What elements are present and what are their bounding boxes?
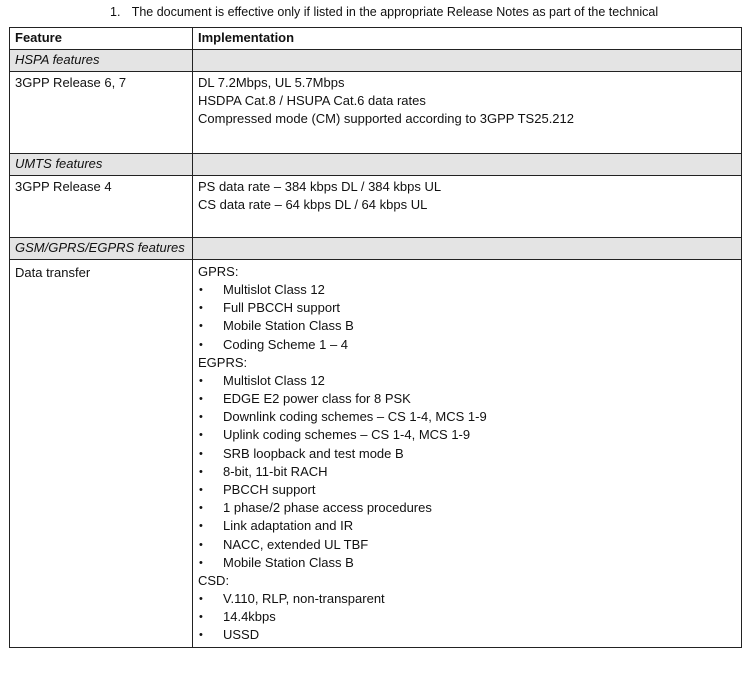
list-item: • Mobile Station Class B [198, 317, 736, 335]
impl-line: PS data rate – 384 kbps DL / 384 kbps UL [198, 179, 442, 194]
list-item: • SRB loopback and test mode B [198, 445, 736, 463]
implementation-cell [193, 260, 742, 648]
impl-line: DL 7.2Mbps, UL 5.7Mbps [198, 75, 345, 90]
csd-list [198, 590, 736, 645]
list-item: • USSD [198, 626, 736, 644]
csd-title: CSD: [198, 573, 230, 589]
section-hspa-label: HSPA features [10, 50, 193, 72]
list-item: • Multislot Class 12 [198, 281, 736, 299]
table-row [10, 176, 742, 238]
header-feature: Feature [10, 28, 193, 50]
impl-line: HSDPA Cat.8 / HSUPA Cat.6 data rates [198, 93, 426, 108]
impl-line: CS data rate – 64 kbps DL / 64 kbps UL [198, 197, 428, 212]
gprs-list [198, 281, 736, 354]
list-item: • Multislot Class 12 [198, 372, 736, 390]
egprs-title: EGPRS: [198, 354, 248, 370]
impl-line: Compressed mode (CM) supported according to 3GPP TS25.212 [198, 111, 574, 126]
list-item: • Mobile Station Class B [198, 554, 736, 572]
list-item: • EDGE E2 power class for 8 PSK [198, 390, 736, 408]
list-item: • 14.4kbps [198, 608, 736, 626]
list-item: • PBCCH support [198, 481, 736, 499]
list-item: • Coding Scheme 1 – 4 [198, 336, 736, 354]
footnote [110, 5, 658, 19]
implementation-cell [193, 176, 742, 238]
gprs-title: GPRS: [198, 264, 239, 279]
header-implementation: Implementation [193, 28, 742, 50]
egprs-list [198, 372, 736, 572]
feature-cell: 3GPP Release 6, 7 [10, 72, 193, 154]
list-item: • Full PBCCH support [198, 299, 736, 317]
feature-table [9, 27, 742, 648]
table-row [10, 72, 742, 154]
section-umts [10, 154, 742, 176]
table-row [10, 260, 742, 648]
feature-cell: 3GPP Release 4 [10, 176, 193, 238]
list-item: • Uplink coding schemes – CS 1-4, MCS 1-9 [198, 426, 736, 444]
section-umts-label: UMTS features [10, 154, 193, 176]
footnote-text: The document is effective only if listed in the appropriate Release Notes as part of the technical [131, 5, 659, 19]
section-hspa [10, 50, 742, 72]
feature-cell: Data transfer [10, 260, 193, 648]
list-item: • 8-bit, 11-bit RACH [198, 463, 736, 481]
list-item: • Link adaptation and IR [198, 517, 736, 535]
table-header-row [10, 28, 742, 50]
section-gsm-label: GSM/GPRS/EGPRS features [10, 238, 193, 260]
footnote-number: 1. [110, 5, 121, 19]
list-item: • NACC, extended UL TBF [198, 536, 736, 554]
list-item: • Downlink coding schemes – CS 1-4, MCS 1-9 [198, 408, 736, 426]
implementation-cell [193, 72, 742, 154]
list-item: • V.110, RLP, non-transparent [198, 590, 736, 608]
list-item: • 1 phase/2 phase access procedures [198, 499, 736, 517]
section-gsm [10, 238, 742, 260]
